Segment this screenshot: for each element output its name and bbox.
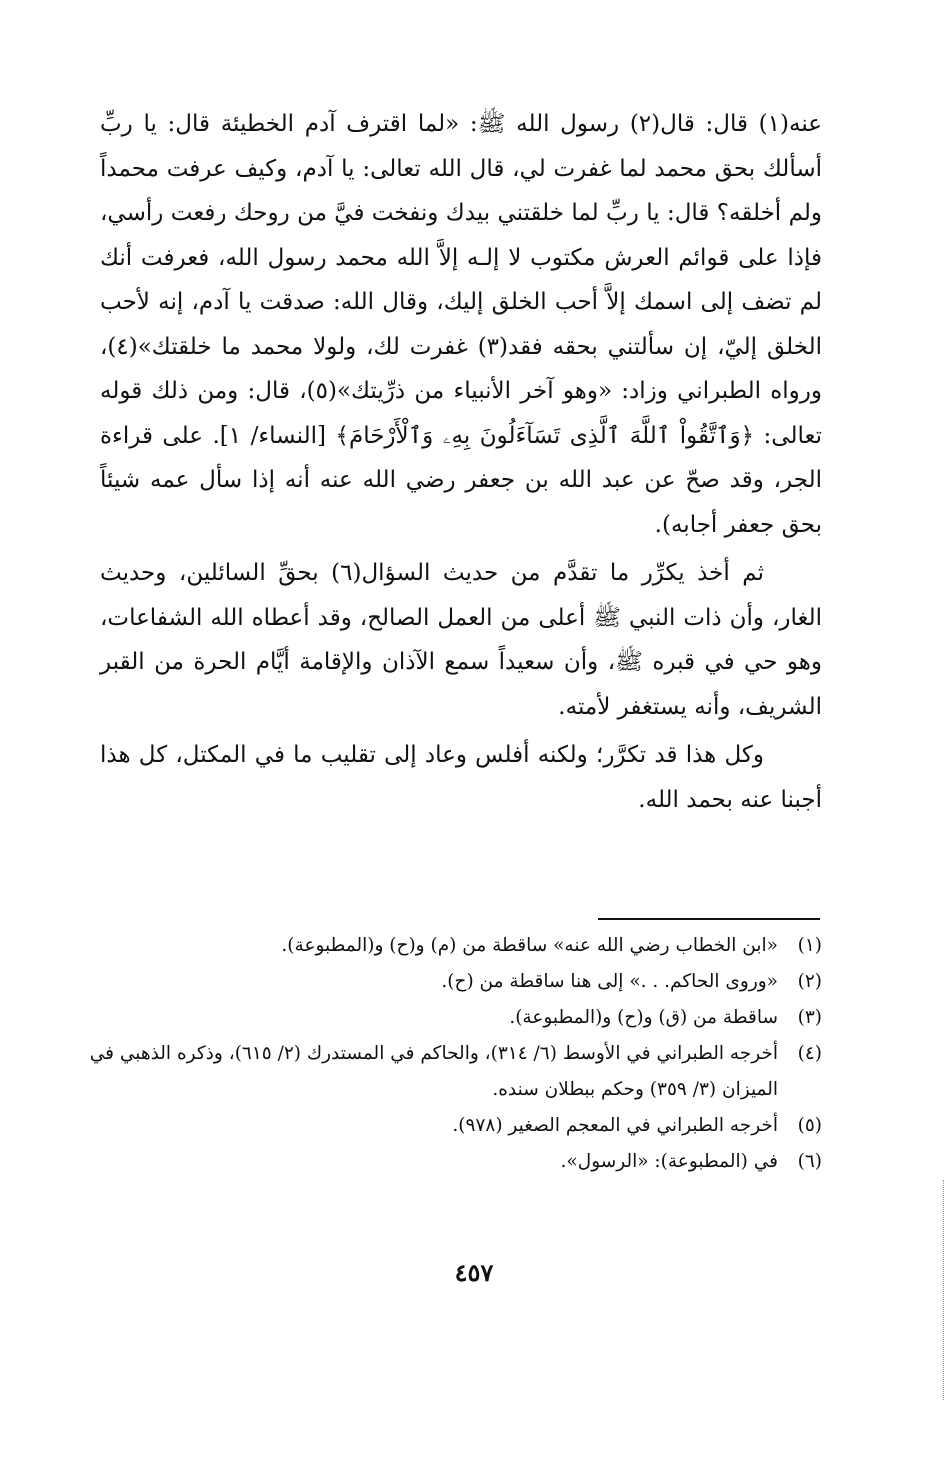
footnote-number: (٣) xyxy=(797,1007,822,1028)
footnote-number: (١) xyxy=(797,935,822,956)
footnote-item xyxy=(88,1108,822,1144)
footnote-number: (٢) xyxy=(797,971,822,992)
footnote-number: (٤) xyxy=(797,1043,822,1064)
footnote-number: (٦) xyxy=(797,1151,822,1172)
footnote-item xyxy=(88,1036,822,1108)
footnote-item xyxy=(88,928,822,964)
footnote-item xyxy=(88,964,822,1000)
main-text-block xyxy=(100,102,822,822)
footnote-text: ساقطة من (ق) و(ح) و(المطبوعة). xyxy=(509,1007,778,1028)
footnote-separator xyxy=(598,918,820,920)
paragraph-2: ثم أخذ يكرِّر ما تقدَّم من حديث السؤال(٦) بحقِّ السائلين، وحديث الغار، وأن ذات النبي ﷺ أعلى من العمل الصالح، وقد أعطاه الله الشفاعات، وهو حي في قبره ﷺ، وأن سعيداً سمع الآذان والإقامة أيَّام الحرة من القبر الشريف، وأنه يستغفر لأمته. xyxy=(100,560,822,720)
footnote-text: أخرجه الطبراني في الأوسط (٦/ ٣١٤)، والحاكم في المستدرك (٢/ ٦١٥)، وذكره الذهبي في الميزان (٣/ ٣٥٩) وحكم ببطلان سنده. xyxy=(89,1043,778,1100)
footnote-text: في (المطبوعة): «الرسول». xyxy=(560,1151,778,1172)
footnote-item xyxy=(88,1000,822,1036)
footnote-number: (٥) xyxy=(797,1115,822,1136)
footnote-text: «ابن الخطاب رضي الله عنه» ساقطة من (م) و(ح) و(المطبوعة). xyxy=(281,935,778,956)
page-number: ٤٥٧ xyxy=(454,1258,494,1287)
footnote-text: «وروى الحاكم. . .» إلى هنا ساقطة من (ح). xyxy=(441,971,778,992)
paragraph-3: وكل هذا قد تكرَّر؛ ولكنه أفلس وعاد إلى تقليب ما في المكتل، كل هذا أجبنا عنه بحمد الله. xyxy=(100,742,822,813)
footnote-item xyxy=(88,1144,822,1180)
paragraph-1: عنه(١) قال: قال(٢) رسول الله ﷺ: «لما اقترف آدم الخطيئة قال: يا ربِّ أسألك بحق محمد لما غفرت لي، قال الله تعالى: يا آدم، وكيف عرفت محمداً ولم أخلقه؟ قال: يا ربِّ لما خلقتني بيدك ونفخت فيَّ من روحك رفعت رأسي، فإذا على قوائم العرش مكتوب لا إلـه إلاَّ الله محمد رسول الله، فعرفت أنك لم تضف إلى اسمك إلاَّ أحب الخلق إليك، وقال الله: صدقت يا آدم، إنه لأحب الخلق إليّ، إن سألتني بحقه فقد(٣) غفرت لك، ولولا محمد ما خلقتك»(٤)، ورواه الطبراني وزاد: «وهو آخر الأنبياء من ذرِّيتك»(٥)، قال: ومن ذلك قوله تعالى: ﴿وَٱتَّقُواْ ٱللَّهَ ٱلَّذِى تَسَآءَلُونَ بِهِۦ وَٱلْأَرْحَامَ﴾ [النساء/ ١]. على قراءة الجر، وقد صحّ عن عبد الله بن جعفر رضي الله عنه أنه إذا سأل عمه شيئاً بحق جعفر أجابه). xyxy=(100,111,822,538)
footnotes-block xyxy=(88,928,822,1180)
footnote-text: أخرجه الطبراني في المعجم الصغير (٩٧٨). xyxy=(452,1115,778,1136)
scan-edge-mark xyxy=(943,1180,944,1400)
